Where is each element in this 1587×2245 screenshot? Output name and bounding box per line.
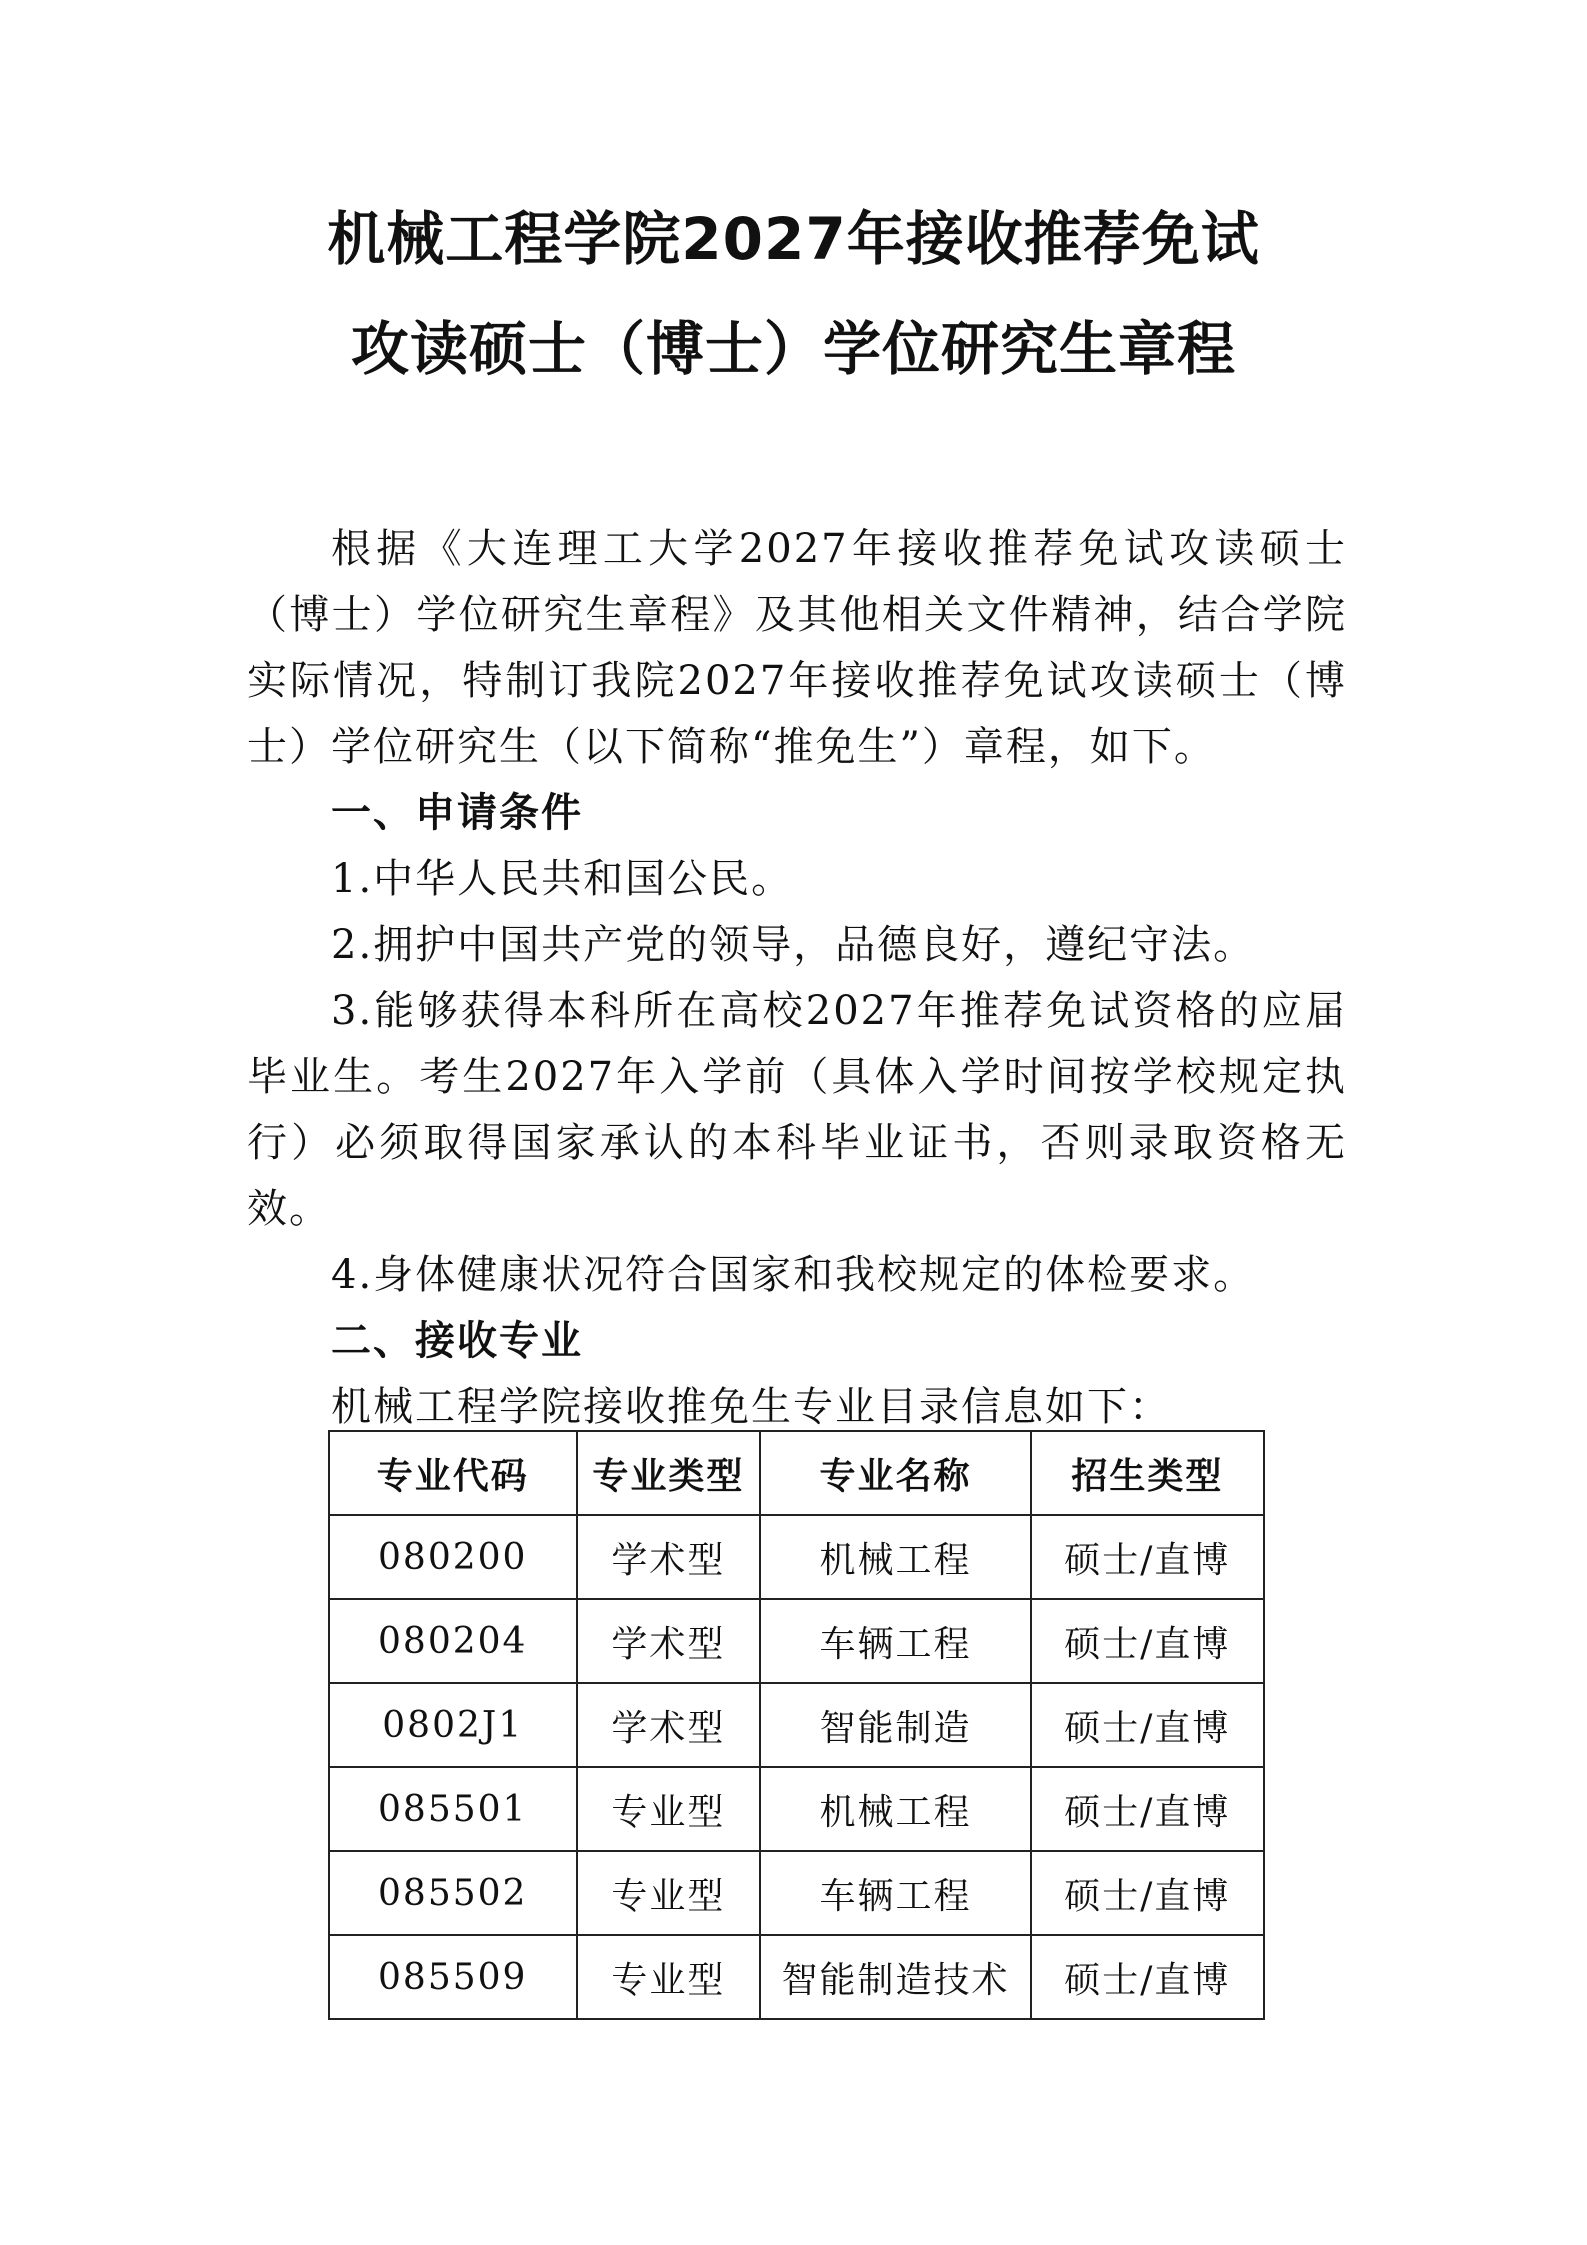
cell-major-name: 智能制造 [760, 1683, 1030, 1767]
cell-major-type: 学术型 [577, 1599, 761, 1683]
cell-major-name: 机械工程 [760, 1515, 1030, 1599]
cell-enrollment-type: 硕士/直博 [1031, 1599, 1264, 1683]
cell-enrollment-type: 硕士/直博 [1031, 1935, 1264, 2019]
cell-enrollment-type: 硕士/直博 [1031, 1851, 1264, 1935]
condition-item-3: 3.能够获得本科所在高校2027年推荐免试资格的应届毕业生。考生2027年入学前（具体入学时间按学校规定执行）必须取得国家承认的本科毕业证书，否则录取资格无效。 [247, 988, 1347, 1232]
cell-major-name: 机械工程 [760, 1767, 1030, 1851]
header-major-type: 专业类型 [577, 1431, 761, 1515]
header-enrollment-type: 招生类型 [1031, 1431, 1264, 1515]
cell-major-code: 085502 [329, 1851, 577, 1935]
condition-item-2: 2.拥护中国共产党的领导，品德良好，遵纪守法。 [331, 922, 1256, 968]
cell-major-name: 车辆工程 [760, 1851, 1030, 1935]
cell-enrollment-type: 硕士/直博 [1031, 1515, 1264, 1599]
condition-item-1: 1.中华人民共和国公民。 [331, 856, 794, 902]
condition-item-4: 4.身体健康状况符合国家和我校规定的体检要求。 [331, 1252, 1256, 1298]
cell-major-code: 085501 [329, 1767, 577, 1851]
header-major-name: 专业名称 [760, 1431, 1030, 1515]
majors-table [328, 1430, 1265, 2020]
table-row [329, 1515, 1264, 1599]
cell-major-code: 0802J1 [329, 1683, 577, 1767]
cell-enrollment-type: 硕士/直博 [1031, 1767, 1264, 1851]
header-major-code: 专业代码 [329, 1431, 577, 1515]
document-title-line-1: 机械工程学院2027年接收推荐免试 [327, 205, 1260, 273]
table-row [329, 1599, 1264, 1683]
cell-major-code: 080200 [329, 1515, 577, 1599]
table-row [329, 1851, 1264, 1935]
cell-enrollment-type: 硕士/直博 [1031, 1683, 1264, 1767]
cell-major-name: 车辆工程 [760, 1599, 1030, 1683]
section-2-intro: 机械工程学院接收推免生专业目录信息如下： [331, 1384, 1171, 1430]
cell-major-name: 智能制造技术 [760, 1935, 1030, 2019]
table-row [329, 1935, 1264, 2019]
table-row [329, 1683, 1264, 1767]
cell-major-type: 专业型 [577, 1935, 761, 2019]
table-row [329, 1767, 1264, 1851]
cell-major-type: 学术型 [577, 1683, 761, 1767]
cell-major-type: 学术型 [577, 1515, 761, 1599]
cell-major-code: 085509 [329, 1935, 577, 2019]
section-1-heading: 一、申请条件 [331, 790, 583, 836]
document-title-line-2: 攻读硕士（博士）学位研究生章程 [350, 315, 1236, 383]
section-2-heading: 二、接收专业 [331, 1318, 583, 1364]
cell-major-type: 专业型 [577, 1851, 761, 1935]
document-body [247, 516, 1347, 1440]
cell-major-code: 080204 [329, 1599, 577, 1683]
cell-major-type: 专业型 [577, 1767, 761, 1851]
table-header-row [329, 1431, 1264, 1515]
intro-paragraph: 根据《大连理工大学2027年接收推荐免试攻读硕士（博士）学位研究生章程》及其他相关文件精神，结合学院实际情况，特制订我院2027年接收推荐免试攻读硕士（博士）学位研究生（以下简称“推免生”）章程，如下。 [247, 526, 1347, 770]
